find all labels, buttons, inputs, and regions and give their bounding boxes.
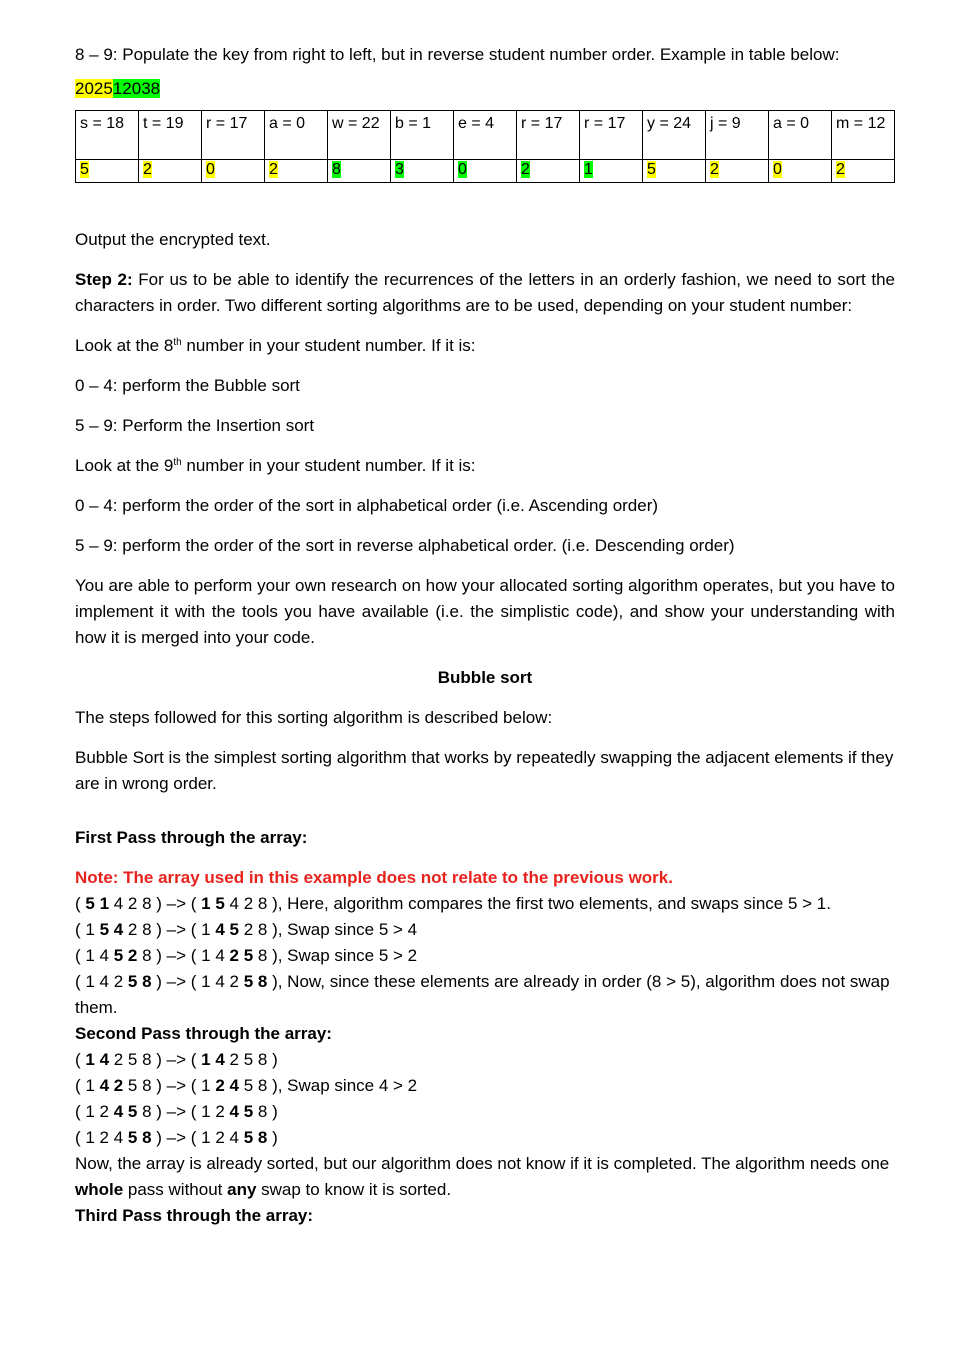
key-value-cell [832,160,895,183]
key-value: 1 [584,161,593,178]
key-header-cell: s = 18 [76,111,139,160]
key-value: 0 [773,161,782,178]
intro-line: 8 – 9: Populate the key from right to left, but in reverse student number order. Example in table below: [75,45,840,64]
first-pass-line-4: ( 1 4 2 5 8 ) –> ( 1 4 2 5 8 ), Now, since these elements are already in order (8 > 5), algorithm does not swap them. [75,972,890,1017]
key-value-row [76,160,895,183]
key-header-cell: j = 9 [706,111,769,160]
research-paragraph: You are able to perform your own research on how your allocated sorting algorithm operates, but you have to implement it with the tools you have available (i.e. the simplistic code), and show your understanding with how it is merged into your code. [75,576,895,647]
first-pass-heading-text: First Pass through the array: [75,828,308,847]
second-pass-line-3: ( 1 2 4 5 8 ) –> ( 1 2 4 5 8 ) [75,1102,278,1121]
key-header-cell: m = 12 [832,111,895,160]
look8-pre: Look at the 8 [75,336,174,355]
key-header-cell: r = 17 [517,111,580,160]
key-value-cell [517,160,580,183]
key-value: 5 [647,161,656,178]
first-pass-heading [75,825,895,851]
look8-post: number in your student number. If it is: [181,336,476,355]
student-number-part1: 2025 [75,79,113,98]
key-value: 0 [206,161,215,178]
key-value: 2 [143,161,152,178]
rule-insertion: 5 – 9: Perform the Insertion sort [75,416,315,435]
third-pass-heading: Third Pass through the array: [75,1206,314,1225]
first-pass-line-3: ( 1 4 5 2 8 ) –> ( 1 4 2 5 8 ), Swap since 5 > 2 [75,946,418,965]
second-pass-line-2: ( 1 4 2 5 8 ) –> ( 1 2 4 5 8 ), Swap since 4 > 2 [75,1076,418,1095]
key-value-cell [643,160,706,183]
look9-post: number in your student number. If it is: [181,456,476,475]
key-header-cell: b = 1 [391,111,454,160]
key-value: 2 [269,161,278,178]
step2-paragraph [75,267,895,319]
key-value-cell [328,160,391,183]
key-header-cell: e = 4 [454,111,517,160]
rule-bubble: 0 – 4: perform the Bubble sort [75,376,300,395]
key-header-cell: t = 19 [139,111,202,160]
document-page [75,42,895,1229]
second-pass-line-1: ( 1 4 2 5 8 ) –> ( 1 4 2 5 8 ) [75,1050,278,1069]
output-line: Output the encrypted text. [75,230,271,249]
look-8th-line [75,333,895,359]
first-pass-line-2: ( 1 5 4 2 8 ) –> ( 1 4 5 2 8 ), Swap since 5 > 4 [75,920,418,939]
key-header-cell: a = 0 [265,111,328,160]
step2-label: Step 2: [75,270,133,289]
steps-intro: The steps followed for this sorting algorithm is described below: [75,708,553,727]
bubble-sort-heading: Bubble sort [437,668,533,687]
look9-pre: Look at the 9 [75,456,174,475]
key-value-cell [391,160,454,183]
key-value-cell [454,160,517,183]
first-pass-block [75,865,895,1229]
key-value: 8 [332,161,341,178]
note-red: Note: The array used in this example does not relate to the previous work. [75,868,673,887]
rule-ascending: 0 – 4: perform the order of the sort in alphabetical order (i.e. Ascending order) [75,496,659,515]
key-value-cell [580,160,643,183]
first-pass-line-1: ( 5 1 4 2 8 ) –> ( 1 5 4 2 8 ), Here, algorithm compares the first two elements, and swaps since 5 > 1. [75,894,831,913]
rule-descending: 5 – 9: perform the order of the sort in reverse alphabetical order. (i.e. Descending order) [75,536,735,555]
key-value-cell [769,160,832,183]
key-header-row [76,111,895,160]
key-value: 3 [395,161,404,178]
look9-sup: th [173,457,182,468]
key-value: 2 [521,161,530,178]
key-header-cell: y = 24 [643,111,706,160]
key-value-cell [706,160,769,183]
key-header-cell: a = 0 [769,111,832,160]
step2-text: For us to be able to identify the recurrences of the letters in an orderly fashion, we need to sort the characters in order. Two different sorting algorithms are to be used, depending on your student number: [75,270,895,315]
key-value-cell [76,160,139,183]
key-value: 5 [80,161,89,178]
bubble-description: Bubble Sort is the simplest sorting algorithm that works by repeatedly swapping the adjacent elements if they are in wrong order. [75,748,894,793]
key-value: 2 [836,161,845,178]
key-header-cell: r = 17 [580,111,643,160]
student-number-part2: 12038 [112,79,161,98]
key-value: 0 [458,161,467,178]
key-value: 2 [710,161,719,178]
second-pass-heading: Second Pass through the array: [75,1024,332,1043]
key-header-cell: r = 17 [202,111,265,160]
second-pass-line-4: ( 1 2 4 5 8 ) –> ( 1 2 4 5 8 ) [75,1128,278,1147]
key-table [75,110,895,183]
key-value-cell [139,160,202,183]
key-value-cell [202,160,265,183]
sorted-note: Now, the array is already sorted, but our algorithm does not know if it is completed. The algorithm needs one whole pass without any swap to know it is sorted. [75,1154,890,1199]
student-number [75,76,895,102]
key-value-cell [265,160,328,183]
key-header-cell: w = 22 [328,111,391,160]
look8-sup: th [173,337,182,348]
look-9th-line [75,453,895,479]
